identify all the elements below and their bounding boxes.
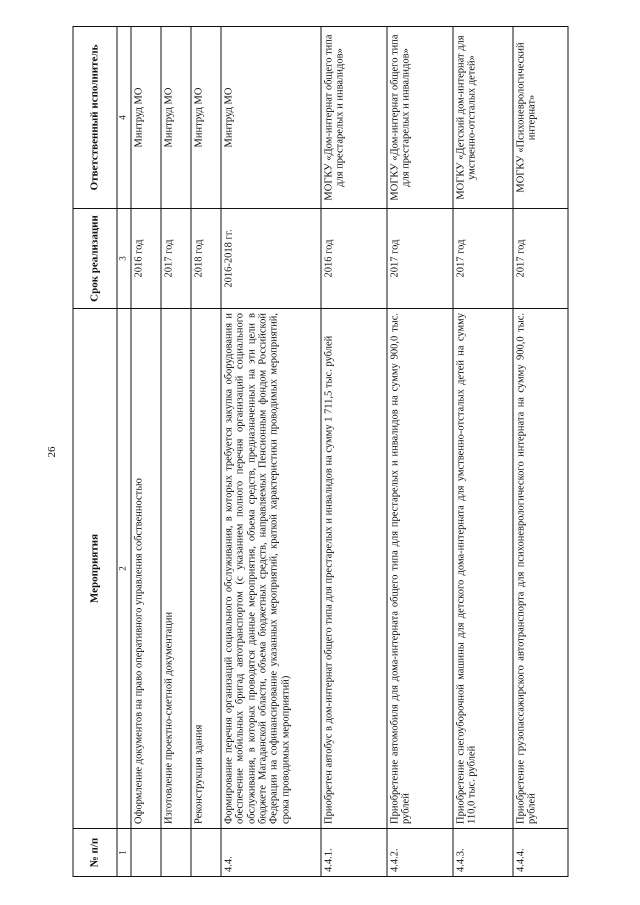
row-period: 2018 год (191, 209, 221, 309)
table-row (161, 27, 191, 877)
row-period: 2016 год (321, 209, 387, 309)
header-event: Мероприятия (73, 309, 117, 829)
measures-table (73, 26, 569, 877)
row-period: 2017 год (161, 209, 191, 309)
column-index: 3 (117, 209, 131, 309)
table-row (513, 27, 568, 877)
row-number: 4.4.1. (321, 829, 387, 877)
row-event: Изготовление проектно-сметной документации (161, 309, 191, 829)
column-index: 4 (117, 27, 131, 209)
row-responsible: Минтруд МО (131, 27, 161, 209)
table-row (221, 27, 321, 877)
row-period: 2016-2018 гг. (221, 209, 321, 309)
row-number: 4.4.3. (453, 829, 513, 877)
row-event: Приобретение снегоуборочной машины для детского дома-интерната для умственно-отсталых детей на сумму 110,0 тыс. рублей (453, 309, 513, 829)
header-responsible: Ответственный исполнитель (73, 27, 117, 209)
table-row (387, 27, 453, 877)
row-responsible: МОГКУ «Детский дом-интернат для умственно-отсталых детей» (453, 27, 513, 209)
row-period: 2017 год (513, 209, 568, 309)
row-number (131, 829, 161, 877)
row-event: Реконструкция здания (191, 309, 221, 829)
row-period: 2016 год (131, 209, 161, 309)
row-event: Приобретение автомобиля для дома-интерната общего типа для престарелых и инвалидов на сумму 900,0 тыс. рублей (387, 309, 453, 829)
row-period: 2017 год (453, 209, 513, 309)
row-responsible: Минтруд МО (191, 27, 221, 209)
row-event: Приобретен автобус в дом-интернат общего типа для престарелых и инвалидов на сумму 1 711,5 тыс. рублей (321, 309, 387, 829)
table-row (131, 27, 161, 877)
row-event: Формирование перечня организаций социального обслуживания, в которых требуется закупка оборудования и обеспечение мобильных бригад автотранспортом (с указанием полного перечня организаций социального обслуживания, в которых проводятся данные мероприятия, объема средств, предназначенных на эти цели в бюджете Магаданской области, объема бюджетных средств, направляемых Пенсионным фондом Российской Федерации на софинансирование указанных мероприятий, краткой характеристики проводимых мероприятий, срока проводимых мероприятий) (221, 309, 321, 829)
row-number (191, 829, 221, 877)
page-number: 26 (46, 446, 58, 458)
column-index: 2 (117, 309, 131, 829)
row-number: 4.4.2. (387, 829, 453, 877)
row-responsible: МОГКУ «Дом-интернат общего типа для престарелых и инвалидов» (387, 27, 453, 209)
table-row (453, 27, 513, 877)
row-number: 4.4. (221, 829, 321, 877)
column-index-row (117, 27, 131, 877)
row-responsible: МОГКУ «Психоневрологический интернат» (513, 27, 568, 209)
row-responsible: Минтруд МО (161, 27, 191, 209)
row-period: 2017 год (387, 209, 453, 309)
rotated-table-container (73, 27, 568, 877)
row-event: Приобретение грузопассажирского автотранспорта для психоневрологического интерната на сумму 900,0 тыс. рублей (513, 309, 568, 829)
header-number: № п/п (73, 829, 117, 877)
row-event: Оформление документов на право оперативного управления собственностью (131, 309, 161, 829)
table-header-row (73, 27, 117, 877)
row-responsible: МОГКУ «Дом-интернат общего типа для престарелых и инвалидов» (321, 27, 387, 209)
row-responsible: Минтруд МО (221, 27, 321, 209)
table-row (321, 27, 387, 877)
row-number (161, 829, 191, 877)
column-index: 1 (117, 829, 131, 877)
header-period: Срок реализации (73, 209, 117, 309)
row-number: 4.4.4. (513, 829, 568, 877)
table-row (191, 27, 221, 877)
